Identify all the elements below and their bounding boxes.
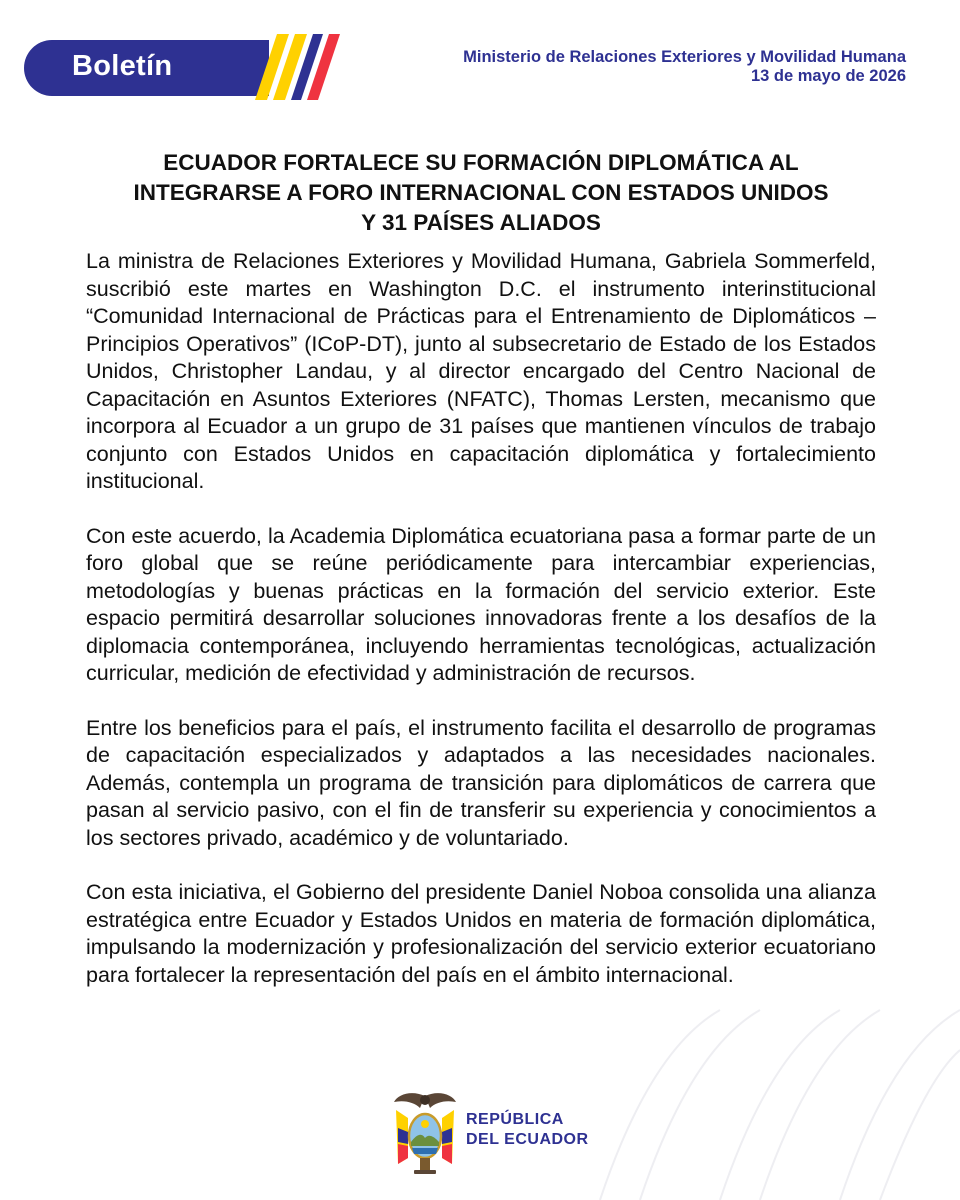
article-body <box>86 148 876 989</box>
republic-wordmark <box>466 1110 589 1150</box>
bulletin-badge <box>24 40 269 96</box>
article-paragraph: Con este acuerdo, la Academia Diplomática ecuatoriana pasa a formar parte de un foro global que se reúne periódicamente para intercambiar experiencias, metodologías y buenas prácticas en la formación del servicio exterior. Este espacio permitirá desarrollar soluciones innovadoras frente a los desafíos de la diplomacia contemporánea, incluyendo herramientas tecnológicas, actualización curricular, medición de efectividad y administración de recursos. <box>86 523 876 685</box>
bulletin-date: 13 de mayo de 2026 <box>750 67 906 85</box>
republic-line: DEL ECUADOR <box>466 1131 589 1148</box>
ministry-name: Ministerio de Relaciones Exteriores y Movilidad Humana <box>463 48 906 66</box>
bulletin-badge-label: Boletín <box>72 50 173 82</box>
coat-of-arms-icon <box>390 1088 460 1176</box>
article-paragraph: Entre los beneficios para el país, el instrumento facilita el desarrollo de programas de capacitación especializados y adaptados a las necesidades nacionales. Además, contempla un programa de transición para diplomáticos de carrera que pasan al servicio pasivo, con el fin de transferir su experiencia y conocimientos a los sectores privado, académico y de voluntariado. <box>86 715 876 850</box>
article-title-line: ECUADOR FORTALECE SU FORMACIÓN DIPLOMÁTICA AL <box>163 150 799 175</box>
article-title <box>86 148 876 238</box>
article-title-line: Y 31 PAÍSES ALIADOS <box>361 210 601 235</box>
bulletin-header <box>0 0 960 110</box>
article-title-line: INTEGRARSE A FORO INTERNACIONAL CON ESTADOS UNIDOS <box>133 180 829 205</box>
ministry-date-block <box>463 48 906 86</box>
article-paragraph: Con esta iniciativa, el Gobierno del presidente Daniel Noboa consolida una alianza estratégica entre Ecuador y Estados Unidos en materia de formación diplomática, impulsando la modernización y profesionalización del servicio exterior ecuatoriano para fortalecer la representación del país en el ámbito internacional. <box>86 880 876 987</box>
republic-line: REPÚBLICA <box>466 1111 564 1128</box>
republic-footer <box>390 1088 690 1178</box>
article-paragraph: La ministra de Relaciones Exteriores y Movilidad Humana, Gabriela Sommerfeld, suscribió este martes en Washington D.C. el instrumento interinstitucional “Comunidad Internacional de Prácticas para el Entrenamiento de Diplomáticos – Principios Operativos” (ICoP-DT), junto al subsecretario de Estado de los Estados Unidos, Christopher Landau, y al director encargado del Centro Nacional de Capacitación en Asuntos Exteriores (NFATC), Thomas Lersten, mecanismo que incorpora al Ecuador a un grupo de 31 países que mantienen vínculos de trabajo conjunto con Estados Unidos en capacitación diplomática y fortalecimiento institucional. <box>86 249 876 493</box>
flag-stripes-icon <box>255 34 340 100</box>
